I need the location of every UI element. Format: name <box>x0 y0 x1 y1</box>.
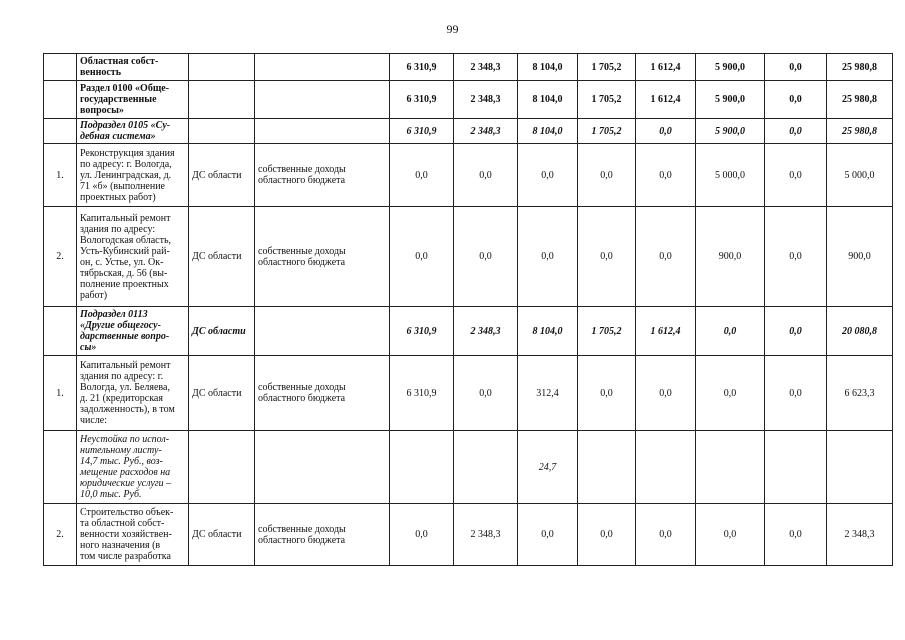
item-name-cell: Подраздел 0113 «Другие общегосу- дарственные вопро- сы» <box>77 307 189 356</box>
value-cell <box>636 431 696 504</box>
customer-cell: ДС области <box>189 356 255 431</box>
value-cell: 5 900,0 <box>696 81 765 119</box>
value-cell <box>454 431 518 504</box>
value-cell: 0,0 <box>636 207 696 307</box>
row-index-cell <box>44 431 77 504</box>
row-index-cell <box>44 54 77 81</box>
value-cell: 6 310,9 <box>390 307 454 356</box>
value-cell: 0,0 <box>636 144 696 207</box>
value-cell: 1 705,2 <box>578 54 636 81</box>
table-row <box>44 144 893 207</box>
value-cell: 8 104,0 <box>518 119 578 144</box>
value-cell: 0,0 <box>518 144 578 207</box>
value-cell: 2 348,3 <box>454 307 518 356</box>
value-cell: 1 612,4 <box>636 54 696 81</box>
value-cell: 25 980,8 <box>827 54 893 81</box>
value-cell: 900,0 <box>696 207 765 307</box>
value-cell: 6 623,3 <box>827 356 893 431</box>
budget-table <box>43 53 893 566</box>
funding-source-cell <box>255 81 390 119</box>
row-index-cell: 1. <box>44 356 77 431</box>
value-cell: 0,0 <box>765 81 827 119</box>
value-cell: 0,0 <box>578 356 636 431</box>
value-cell: 2 348,3 <box>454 119 518 144</box>
funding-source-cell: собственные доходы областного бюджета <box>255 144 390 207</box>
value-cell <box>827 431 893 504</box>
value-cell <box>765 431 827 504</box>
item-name-cell: Областная собст- венность <box>77 54 189 81</box>
value-cell: 0,0 <box>636 356 696 431</box>
row-index-cell <box>44 119 77 144</box>
customer-cell <box>189 81 255 119</box>
value-cell: 8 104,0 <box>518 307 578 356</box>
value-cell: 900,0 <box>827 207 893 307</box>
value-cell: 5 000,0 <box>827 144 893 207</box>
value-cell: 25 980,8 <box>827 81 893 119</box>
item-name-cell: Реконструкция здания по адресу: г. Вологда, ул. Ленинградская, д. 71 «б» (выполнение проектных работ) <box>77 144 189 207</box>
value-cell: 312,4 <box>518 356 578 431</box>
value-cell: 0,0 <box>696 504 765 566</box>
value-cell: 5 900,0 <box>696 54 765 81</box>
value-cell: 5 900,0 <box>696 119 765 144</box>
value-cell: 0,0 <box>696 356 765 431</box>
value-cell: 1 612,4 <box>636 81 696 119</box>
value-cell: 0,0 <box>765 144 827 207</box>
table-row <box>44 356 893 431</box>
value-cell: 5 000,0 <box>696 144 765 207</box>
customer-cell <box>189 431 255 504</box>
value-cell: 8 104,0 <box>518 54 578 81</box>
page-number: 99 <box>446 22 459 36</box>
value-cell: 0,0 <box>765 119 827 144</box>
value-cell: 0,0 <box>454 356 518 431</box>
customer-cell <box>189 54 255 81</box>
funding-source-cell: собственные доходы областного бюджета <box>255 356 390 431</box>
value-cell <box>578 431 636 504</box>
funding-source-cell: собственные доходы областного бюджета <box>255 504 390 566</box>
funding-source-cell <box>255 431 390 504</box>
value-cell: 1 705,2 <box>578 119 636 144</box>
table-row <box>44 504 893 566</box>
value-cell: 25 980,8 <box>827 119 893 144</box>
funding-source-cell <box>255 307 390 356</box>
value-cell: 1 612,4 <box>636 307 696 356</box>
value-cell: 0,0 <box>765 307 827 356</box>
value-cell: 24,7 <box>518 431 578 504</box>
table-row <box>44 81 893 119</box>
table-row <box>44 54 893 81</box>
row-index-cell: 2. <box>44 504 77 566</box>
value-cell <box>696 431 765 504</box>
value-cell: 0,0 <box>518 504 578 566</box>
value-cell: 0,0 <box>390 504 454 566</box>
item-name-cell: Капитальный ремонт здания по адресу: Вологодская область, Усть-Кубинский рай- он, с. Устье, ул. Ок- тябрьская, д. 56 (вы- полнение проектных работ) <box>77 207 189 307</box>
row-index-cell: 2. <box>44 207 77 307</box>
value-cell: 0,0 <box>636 119 696 144</box>
value-cell: 0,0 <box>636 504 696 566</box>
value-cell: 0,0 <box>765 207 827 307</box>
value-cell: 0,0 <box>696 307 765 356</box>
value-cell: 0,0 <box>765 504 827 566</box>
value-cell: 2 348,3 <box>454 81 518 119</box>
customer-cell: ДС области <box>189 207 255 307</box>
value-cell: 0,0 <box>765 54 827 81</box>
item-name-cell: Раздел 0100 «Обще- государственные вопросы» <box>77 81 189 119</box>
item-name-cell: Капитальный ремонт здания по адресу: г. Вологда, ул. Беляева, д. 21 (кредиторская задолженность), в том числе: <box>77 356 189 431</box>
table-row <box>44 307 893 356</box>
value-cell <box>390 431 454 504</box>
customer-cell: ДС области <box>189 504 255 566</box>
value-cell: 2 348,3 <box>827 504 893 566</box>
value-cell: 1 705,2 <box>578 307 636 356</box>
value-cell: 1 705,2 <box>578 81 636 119</box>
value-cell: 6 310,9 <box>390 356 454 431</box>
item-name-cell: Подраздел 0105 «Су- дебная система» <box>77 119 189 144</box>
value-cell: 0,0 <box>390 207 454 307</box>
value-cell: 0,0 <box>765 356 827 431</box>
table-row <box>44 207 893 307</box>
value-cell: 8 104,0 <box>518 81 578 119</box>
value-cell: 0,0 <box>454 144 518 207</box>
value-cell: 6 310,9 <box>390 54 454 81</box>
customer-cell <box>189 119 255 144</box>
row-index-cell: 1. <box>44 144 77 207</box>
value-cell: 6 310,9 <box>390 81 454 119</box>
value-cell: 0,0 <box>390 144 454 207</box>
value-cell: 20 080,8 <box>827 307 893 356</box>
row-index-cell <box>44 81 77 119</box>
value-cell: 0,0 <box>578 504 636 566</box>
item-name-cell: Строительство объек- та областной собст- венности хозяйствен- ного назначения (в том числе разработка <box>77 504 189 566</box>
customer-cell: ДС области <box>189 144 255 207</box>
customer-cell: ДС области <box>189 307 255 356</box>
value-cell: 0,0 <box>578 144 636 207</box>
funding-source-cell <box>255 119 390 144</box>
row-index-cell <box>44 307 77 356</box>
value-cell: 2 348,3 <box>454 504 518 566</box>
table-row <box>44 431 893 504</box>
item-name-cell: Неустойка по испол- нительному листу- 14,7 тыс. Руб., воз- мещение расходов на юридические услуги – 10,0 тыс. Руб. <box>77 431 189 504</box>
value-cell: 2 348,3 <box>454 54 518 81</box>
funding-source-cell: собственные доходы областного бюджета <box>255 207 390 307</box>
value-cell: 6 310,9 <box>390 119 454 144</box>
funding-source-cell <box>255 54 390 81</box>
value-cell: 0,0 <box>518 207 578 307</box>
table-row <box>44 119 893 144</box>
value-cell: 0,0 <box>578 207 636 307</box>
value-cell: 0,0 <box>454 207 518 307</box>
